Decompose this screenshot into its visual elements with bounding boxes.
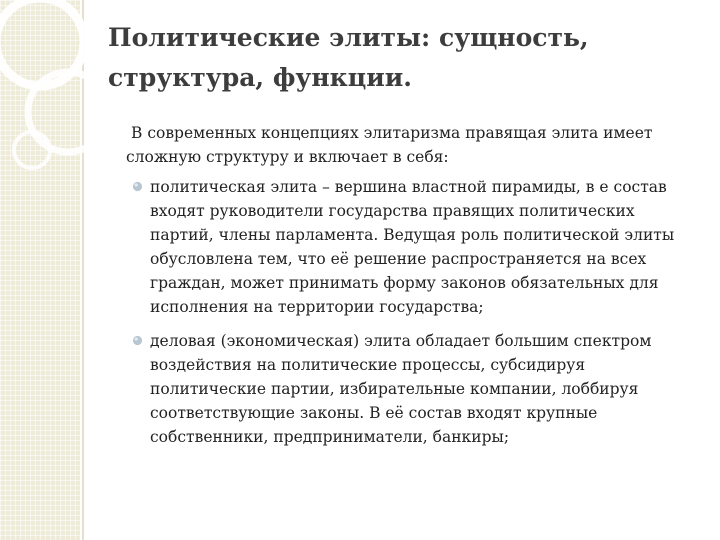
- slide-title-line-2: структура, функции.: [108, 63, 412, 92]
- intro-paragraph: [126, 121, 696, 169]
- list-item-line: деловая (экономическая) элита обладает большим спектром: [150, 332, 652, 350]
- list-item-line: собственники, предприниматели, банкиры;: [150, 428, 510, 446]
- list-item: [126, 329, 696, 449]
- list-item-line: соответствующие законы. В её состав входят крупные: [150, 404, 598, 422]
- slide-body: [126, 121, 696, 459]
- slide-title: [108, 18, 688, 98]
- circle-bullet-icon: [132, 335, 143, 346]
- list-item-line: обусловлена тем, что её решение распространяется на всех: [150, 250, 647, 268]
- circle-bullet-icon: [132, 181, 143, 192]
- list-item-line: исполнения на территории государства;: [150, 298, 484, 316]
- list-item: [126, 175, 696, 319]
- intro-line-2: сложную структуру и включает в себя:: [126, 148, 449, 166]
- list-item-line: политические партии, избирательные компании, лоббируя: [150, 380, 639, 398]
- list-item-line: политическая элита – вершина властной пирамиды, в е состав: [150, 178, 667, 196]
- list-item-line: входят руководители государства правящих политических: [150, 202, 635, 220]
- list-item-line: воздействия на политические процессы, субсидируя: [150, 356, 586, 374]
- intro-line-1: В современных концепциях элитаризма правящая элита имеет: [131, 124, 653, 142]
- bullet-list: [126, 175, 696, 449]
- list-item-line: партий, члены парламента. Ведущая роль политической элиты: [150, 226, 675, 244]
- slide-title-line-1: Политические элиты: сущность,: [108, 23, 589, 52]
- list-item-line: граждан, может принимать форму законов обязательных для: [150, 274, 659, 292]
